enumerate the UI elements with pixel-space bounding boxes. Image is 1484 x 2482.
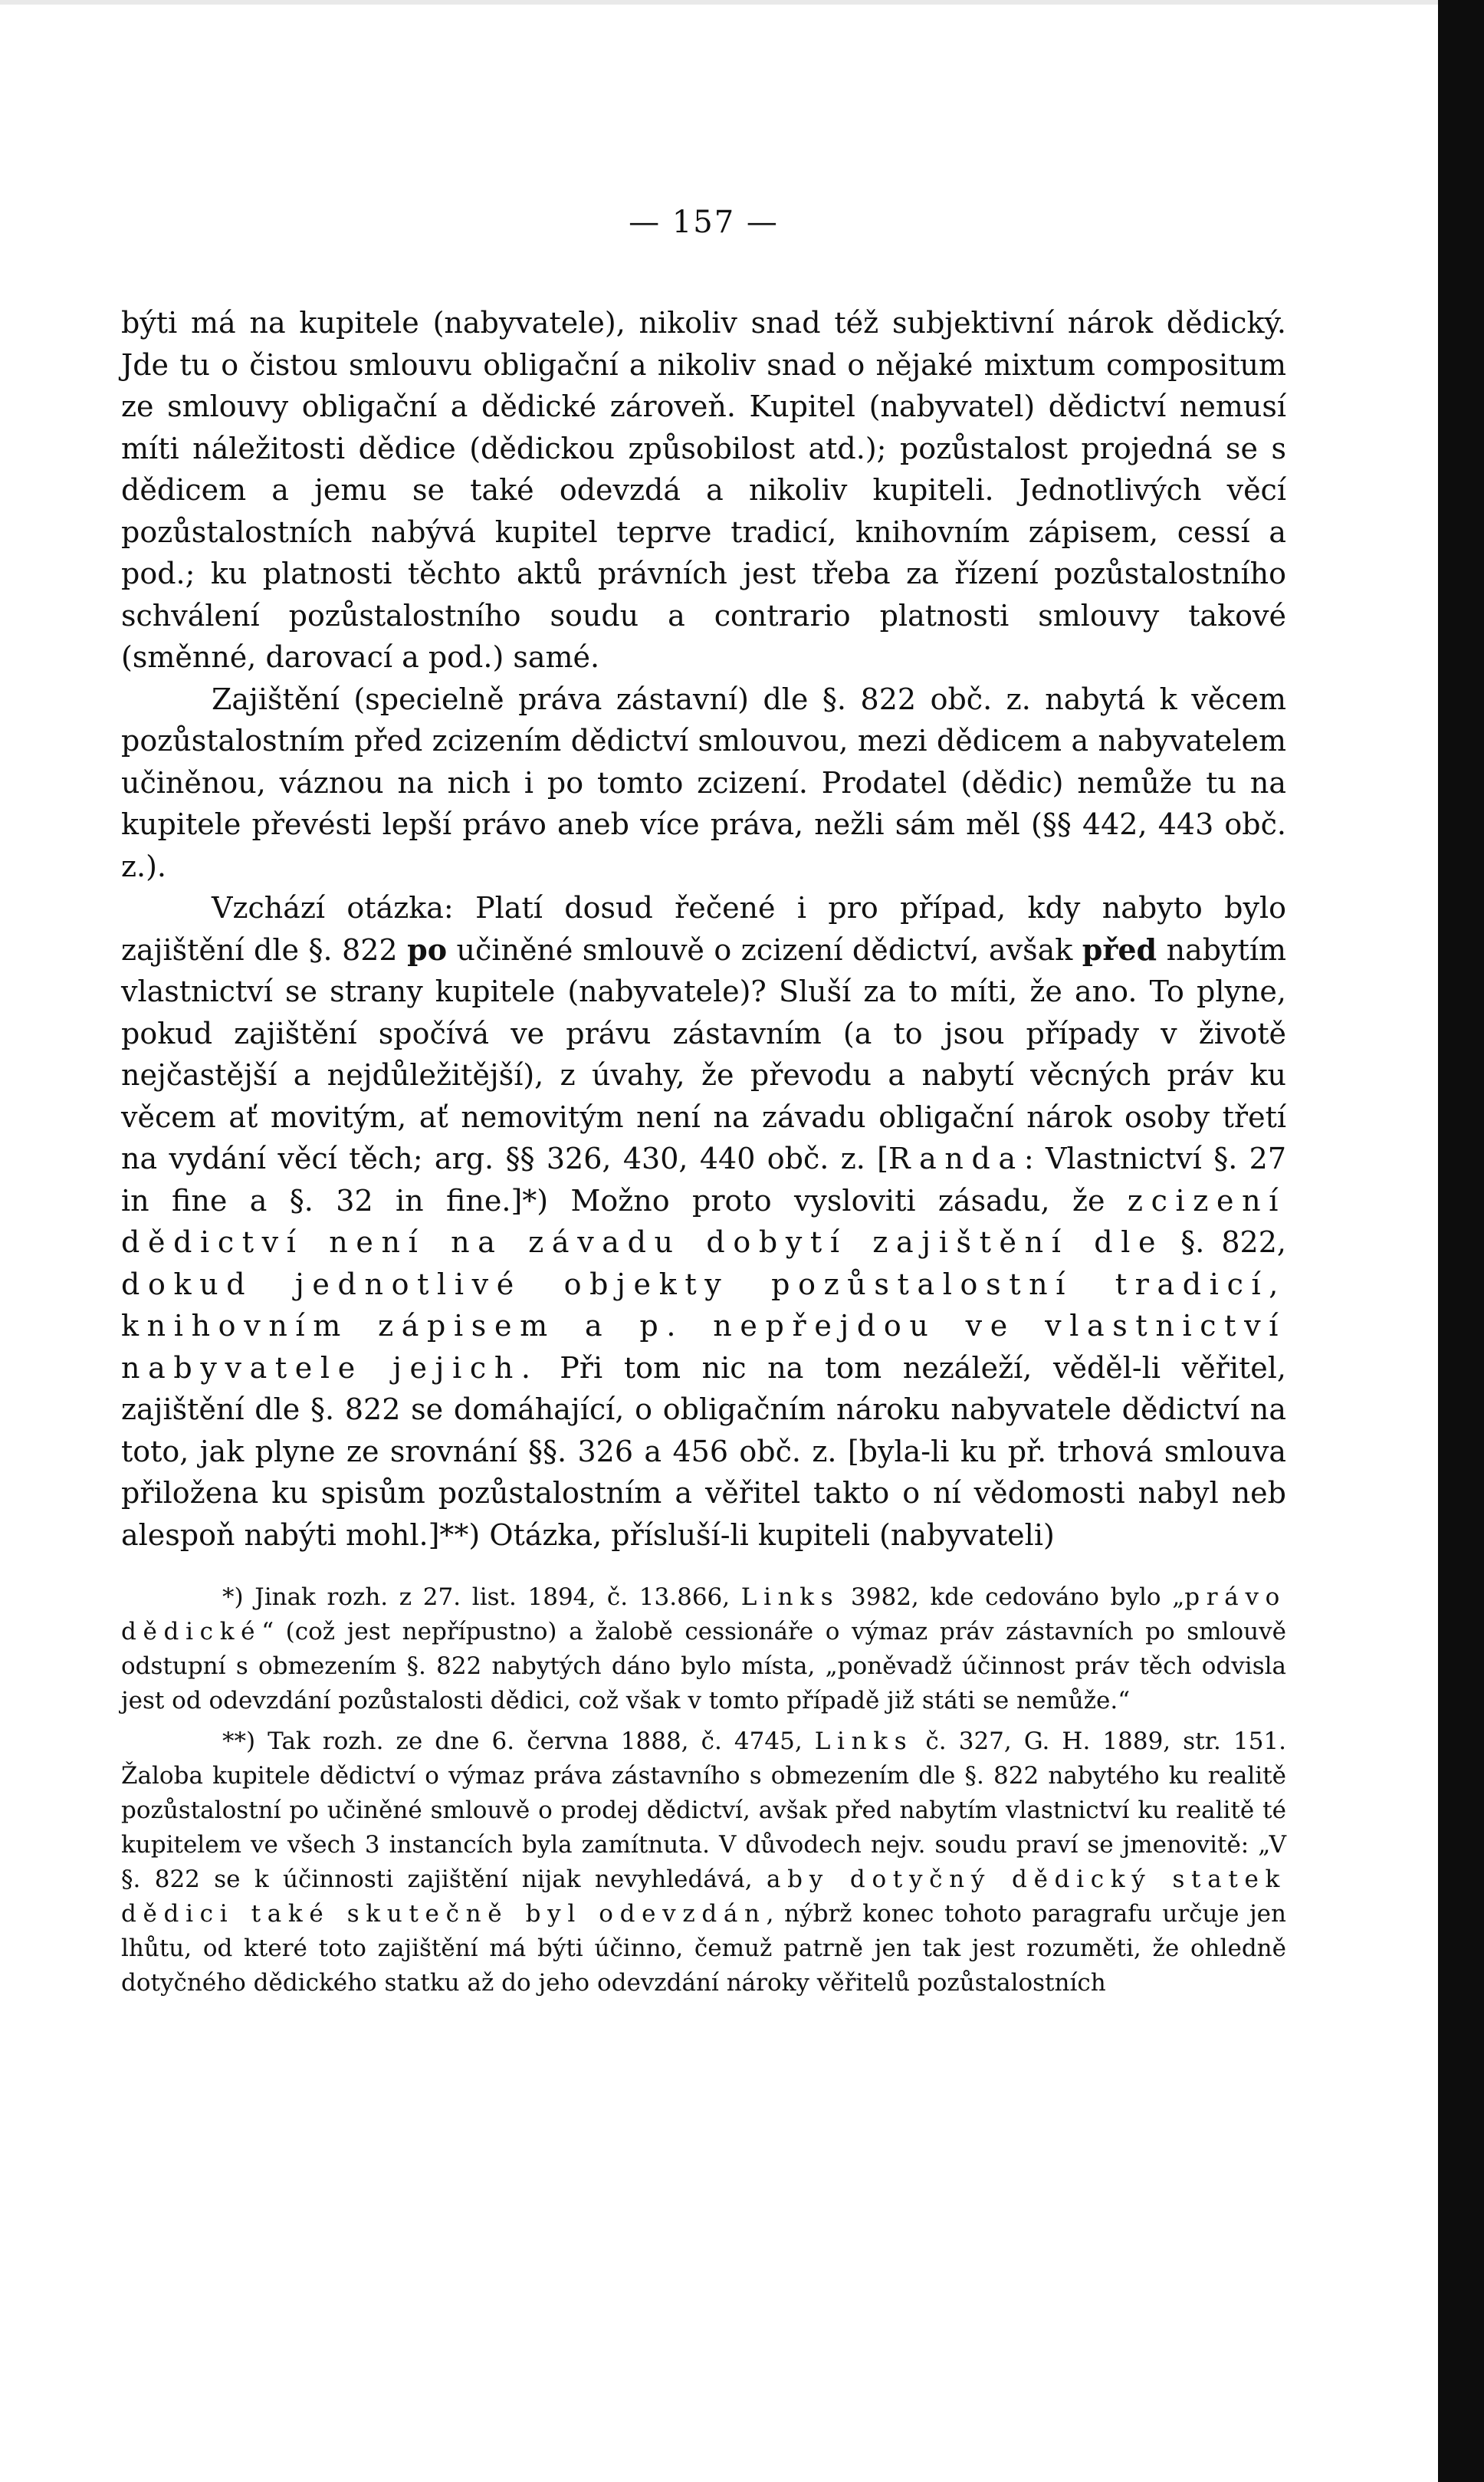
text-run: č. 327, G. H. 1889, str. 151. Žaloba kupitele dědictví o výmaz práva zástavního s obmezením dle §. 822 nabytého ku realitě pozůstalostní po učiněné smlouvě o prodej dědictví, avšak před nabytím vlastnictví ku realitě té kupitelem ve všech 3 instancích byla zamítnuta. V důvodech nejv. soudu praví se jmenovitě: „V §. 822 se k účinnosti zajištění nijak nevyhledává, [121,1728,1286,1893]
text-run: Vzchází otázka: Platí dosud řečené i pro případ, kdy nabyto bylo zajištění dle §. 822 [121,891,1286,967]
text-run: Při tom nic na tom nezáleží, věděl-li věřitel, zajištění dle §. 822 se domáhající, o obligačním nároku nabyvatele dědictví na toto, jak plyne ze srovnání §§. 326 a 456 obč. z. [byla-li ku př. trhová smlouva přiložena ku spisům pozůstalostním a věřitel takto o ní vědomosti nabyl neb alespoň nabýti mohl.]**) Otázka, přísluší-li kupiteli (nabyvateli) [121,1350,1286,1552]
body-text [121,302,1286,1556]
text-run: učiněné smlouvě o zcizení dědictví, avšak [447,932,1082,967]
spaced-text: dokud jednotlivé objekty pozůstalostní tradicí, knihovním zápisem a p. nepřejdou ve vlastnictví nabyvatele jejich. [121,1267,1286,1385]
footnotes [121,1580,1286,2000]
spaced-text: Links [814,1728,914,1755]
scan-top-edge [0,0,1438,5]
bold-text: po [407,932,448,967]
text-run: nabytím vlastnictví se strany kupitele (nabyvatele)? Sluší za to míti, že ano. To plyne, pokud zajištění spočívá ve právu zástavním (a to jsou případy v životě nejčastější a nejdůležitější), z úvahy, že převodu a nabytí věcných práv ku věcem ať movitým, ať nemovitým není na závadu obligační nárok osoby třetí na vydání věcí těch; arg. §§ 326, 430, 440 obč. z. [ [121,932,1287,1175]
spaced-text: právo dědické [121,1583,1286,1645]
page-content [121,207,1286,2000]
text-run: “ (což jest nepřípustno) a žalobě cessionáře o výmaz práv zástavních po smlouvě odstupní s obmezením §. 822 nabytých dáno bylo místa, „poněvadž účinnost práv těch odvisla jest od odevzdání pozůstalosti dědici, což však v tomto případě již státi se nemůže.“ [121,1618,1286,1714]
text-run: **) Tak rozh. ze dne 6. června 1888, č. 4745, [222,1728,815,1755]
spaced-text: zcizení dědictví není na závadu dobytí zajištění dle [121,1183,1286,1259]
paragraph [121,679,1286,888]
footnote [121,1724,1286,2000]
text-run: , nýbrž konec tohoto paragrafu určuje jen lhůtu, od které toto zajištění má býti účinno, čemuž patrně jen tak jest rozuměti, že ohledně dotyčného dědického statku až do jeho odevzdání nároky věřitelů pozůstalostních [121,1900,1286,1997]
spaced-text: Links [740,1583,840,1611]
scan-right-border [1438,0,1484,2482]
footnote [121,1580,1286,1718]
spaced-text: Randa [888,1142,1024,1175]
text-run: §. 822, [1164,1225,1286,1259]
paragraph [121,887,1286,1556]
text-run: : Vlastnictví §. 27 in fine a §. 32 in fine.]*) Možno proto vysloviti zásadu, že [121,1142,1287,1218]
text-run: *) Jinak rozh. z 27. list. 1894, č. 13.866, [222,1583,741,1611]
text-run: 3982, kde cedováno bylo „ [839,1583,1185,1611]
page-number: — 157 — [629,205,779,240]
bold-text: před [1082,932,1157,967]
spaced-text: aby dotyčný dědický statek dědici také skutečně byl odevzdán [121,1866,1286,1928]
paragraph [121,302,1286,679]
text-run: býti má na kupitele (nabyvatele), nikoliv snad též subjektivní nárok dědický. Jde tu o čistou smlouvu obligační a nikoliv snad o nějaké mixtum compositum ze smlouvy obligační a dědické zároveň. Kupitel (nabyvatel) dědictví nemusí míti náležitosti dědice (dědickou způsobilost atd.); pozůstalost projedná se s dědicem a jemu se také odevzdá a nikoliv kupiteli. Jednotlivých věcí pozůstalostních nabývá kupitel teprve tradicí, knihovním zápisem, cessí a pod.; ku platnosti těchto aktů právních jest třeba za řízení pozůstalostního schválení pozůstalostního soudu a contrario platnosti smlouvy takové (směnné, darovací a pod.) samé. [121,306,1286,674]
text-run: Zajištění (specielně práva zástavní) dle §. 822 obč. z. nabytá k věcem pozůstalostním před zcizením dědictví smlouvou, mezi dědicem a nabyvatelem učiněnou, váznou na nich i po tomto zcizení. Prodatel (dědic) nemůže tu na kupitele převésti lepší právo aneb více práva, nežli sám měl (§§ 442, 443 obč. z.). [121,682,1286,883]
